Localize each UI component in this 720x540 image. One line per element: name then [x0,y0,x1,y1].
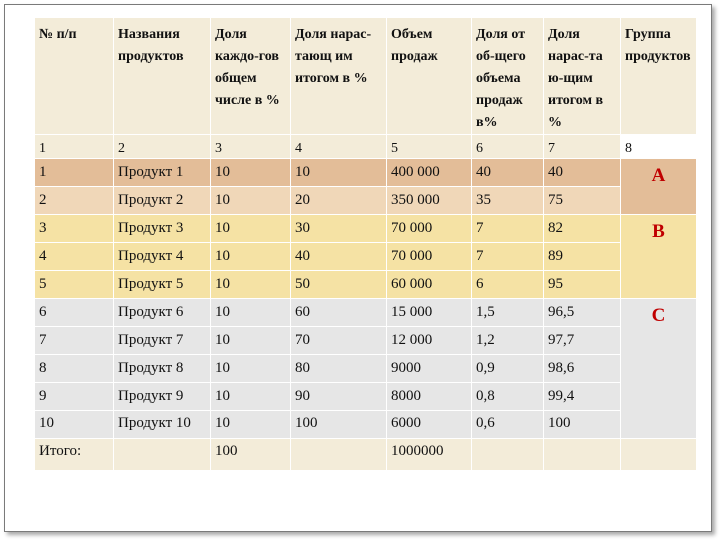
cell-cumulative-share: 70 [291,327,387,355]
header-cell-share: Доля каждо-гов общем числе в % [211,18,291,135]
cell-product-name: Продукт 4 [114,243,211,271]
cell-number: 9 [35,383,114,411]
cell-share: 10 [211,327,291,355]
cell-product-name: Продукт 7 [114,327,211,355]
cell-product-name: Продукт 1 [114,159,211,187]
abc-analysis-table [34,17,697,471]
cell-sales-share: 40 [472,159,544,187]
column-number: 2 [114,135,211,159]
cell-share: 10 [211,299,291,327]
cell-cumulative-sales-share: 98,6 [544,355,621,383]
table-row [35,383,697,411]
header-cell-product-name: Названия продуктов [114,18,211,135]
cell-cumulative-sales-share: 96,5 [544,299,621,327]
table-row [35,187,697,215]
cell-product-name: Продукт 9 [114,383,211,411]
table-row [35,355,697,383]
total-empty-cell [544,439,621,471]
cell-share: 10 [211,187,291,215]
total-sales-volume: 1000000 [387,439,472,471]
cell-sales-share: 7 [472,243,544,271]
cell-sales-volume: 350 000 [387,187,472,215]
header-cell-cumulative-share: Доля нарас-тающ им итогом в % [291,18,387,135]
total-empty-cell [291,439,387,471]
column-number-row [35,135,697,159]
cell-number: 5 [35,271,114,299]
cell-cumulative-share: 10 [291,159,387,187]
header-cell-number: № п/п [35,18,114,135]
cell-sales-share: 35 [472,187,544,215]
cell-cumulative-share: 40 [291,243,387,271]
table-row [35,159,697,187]
column-number: 8 [621,135,697,159]
cell-sales-volume: 60 000 [387,271,472,299]
cell-share: 10 [211,159,291,187]
header-cell-cumulative-sales-share: Доля нарас-та ю-щим итогом в % [544,18,621,135]
cell-sales-share: 6 [472,271,544,299]
column-number: 3 [211,135,291,159]
cell-sales-share: 7 [472,215,544,243]
cell-sales-volume: 400 000 [387,159,472,187]
cell-number: 6 [35,299,114,327]
cell-sales-share: 1,2 [472,327,544,355]
cell-product-name: Продукт 8 [114,355,211,383]
cell-number: 7 [35,327,114,355]
table-row [35,243,697,271]
cell-cumulative-sales-share: 97,7 [544,327,621,355]
cell-sales-share: 0,9 [472,355,544,383]
cell-number: 10 [35,411,114,439]
cell-cumulative-share: 90 [291,383,387,411]
column-number: 6 [472,135,544,159]
column-number: 7 [544,135,621,159]
cell-cumulative-sales-share: 95 [544,271,621,299]
total-empty-cell [114,439,211,471]
table-row [35,299,697,327]
header-row [35,18,697,135]
cell-sales-volume: 6000 [387,411,472,439]
cell-sales-volume: 8000 [387,383,472,411]
table-row [35,215,697,243]
cell-sales-share: 0,6 [472,411,544,439]
total-empty-cell [472,439,544,471]
cell-cumulative-sales-share: 99,4 [544,383,621,411]
cell-cumulative-share: 100 [291,411,387,439]
header-cell-sales-volume: Объем продаж [387,18,472,135]
cell-share: 10 [211,355,291,383]
cell-product-name: Продукт 10 [114,411,211,439]
header-cell-sales-share: Доля от об-щего объема продаж в% [472,18,544,135]
cell-share: 10 [211,271,291,299]
total-label: Итого: [35,439,114,471]
total-empty-cell [621,439,697,471]
cell-cumulative-sales-share: 82 [544,215,621,243]
cell-sales-volume: 9000 [387,355,472,383]
cell-cumulative-sales-share: 40 [544,159,621,187]
cell-cumulative-share: 30 [291,215,387,243]
cell-cumulative-sales-share: 75 [544,187,621,215]
cell-number: 3 [35,215,114,243]
cell-cumulative-share: 20 [291,187,387,215]
header-cell-product-group: Группа продуктов [621,18,697,135]
column-number: 4 [291,135,387,159]
cell-cumulative-share: 80 [291,355,387,383]
cell-cumulative-sales-share: 100 [544,411,621,439]
group-a-label: A [621,159,697,215]
cell-sales-volume: 70 000 [387,243,472,271]
total-share: 100 [211,439,291,471]
cell-sales-volume: 70 000 [387,215,472,243]
cell-number: 1 [35,159,114,187]
cell-number: 2 [35,187,114,215]
column-number: 5 [387,135,472,159]
cell-sales-volume: 12 000 [387,327,472,355]
cell-cumulative-sales-share: 89 [544,243,621,271]
cell-number: 8 [35,355,114,383]
total-row [35,439,697,471]
group-c-label: C [621,299,697,439]
column-number: 1 [35,135,114,159]
cell-cumulative-share: 60 [291,299,387,327]
cell-number: 4 [35,243,114,271]
cell-sales-share: 1,5 [472,299,544,327]
cell-share: 10 [211,411,291,439]
cell-share: 10 [211,243,291,271]
cell-product-name: Продукт 5 [114,271,211,299]
table-row [35,271,697,299]
cell-sales-volume: 15 000 [387,299,472,327]
cell-product-name: Продукт 3 [114,215,211,243]
cell-product-name: Продукт 2 [114,187,211,215]
table-row [35,411,697,439]
cell-cumulative-share: 50 [291,271,387,299]
cell-product-name: Продукт 6 [114,299,211,327]
cell-sales-share: 0,8 [472,383,544,411]
group-b-label: B [621,215,697,299]
cell-share: 10 [211,383,291,411]
table-row [35,327,697,355]
cell-share: 10 [211,215,291,243]
